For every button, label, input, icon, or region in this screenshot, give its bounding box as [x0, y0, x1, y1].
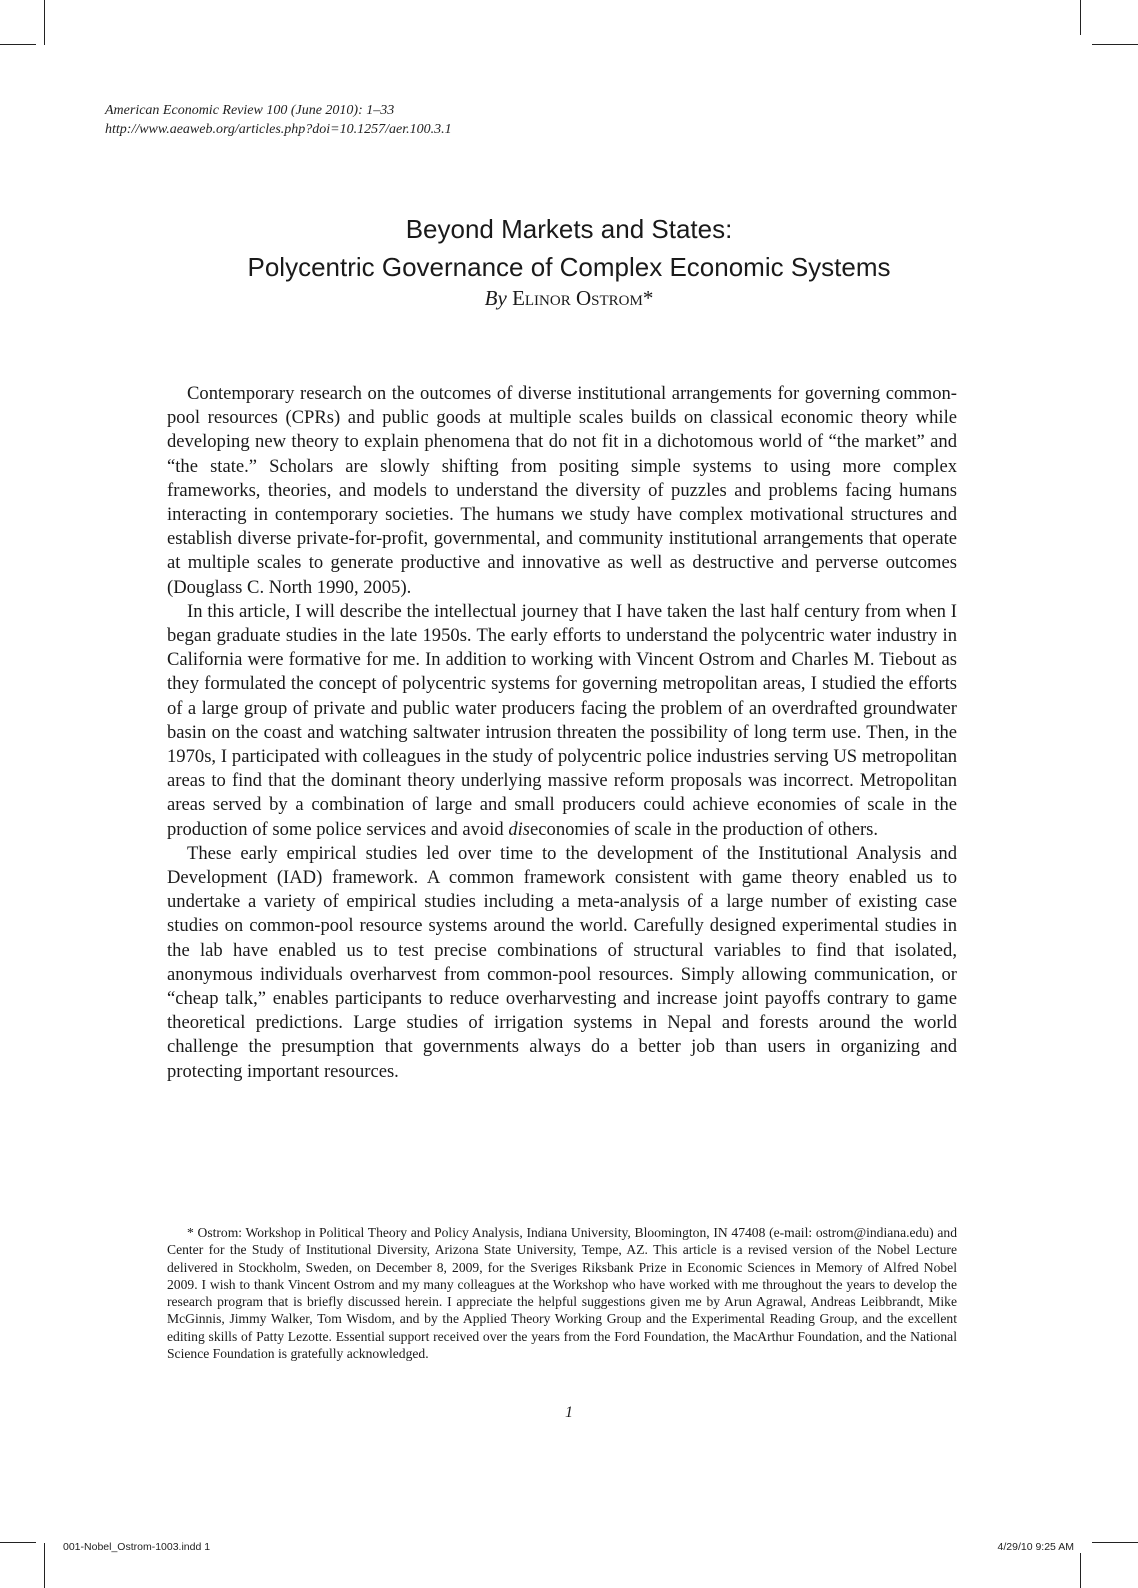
title-line-2: Polycentric Governance of Complex Economic Systems: [247, 252, 891, 282]
byline: [0, 284, 1138, 312]
body-paragraph-1: Contemporary research on the outcomes of diverse institutional arrangements for governing common-pool resources (CPRs) and public goods at multiple scales builds on classical economic theory while developing new theory to explain phenomena that do not fit in a dichotomous world of “the market” and “the state.” Scholars are slowly shifting from positing simple systems to using more complex frameworks, theories, and models to understand the diversity of puzzles and problems facing humans interacting in contemporary societies. The humans we study have complex motivational structures and establish diverse private-for-profit, governmental, and community institutional arrangements that operate at multiple scales to generate productive and innovative as well as destructive and perverse outcomes (Douglass C. North 1990, 2005).: [167, 383, 957, 598]
crop-mark-top-right-horizontal: [1092, 44, 1138, 45]
crop-mark-top-left-vertical: [44, 0, 45, 45]
crop-mark-top-right-vertical: [1080, 0, 1081, 35]
body-paragraph-2-tail: economies of scale in the production of others.: [530, 818, 879, 840]
crop-mark-bottom-right-vertical: [1080, 1553, 1081, 1588]
article-title: [0, 210, 1138, 286]
body-paragraph-2-main: In this article, I will describe the intellectual journey that I have taken the last half century from when I began graduate studies in the late 1950s. The early efforts to understand the polycentric water industry in California were formative for me. In addition to working with Vincent Ostrom and Charles M. Tiebout as they formulated the concept of polycentric systems for governing metropolitan areas, I studied the efforts of a large group of private and public water producers facing the problem of an overdrafted groundwater basin on the coast and watching saltwater intrusion threaten the possibility of long term use. Then, in the 1970s, I participated with colleagues in the study of polycentric police industries serving US metropolitan areas to find that the dominant theory underlying massive reform proposals was incorrect. Metropolitan areas served by a combination of large and small producers could achieve economies of scale in the production of some police services and avoid: [167, 600, 957, 840]
print-slug-timestamp: 4/29/10 9:25 AM: [997, 1541, 1074, 1553]
page-number: 1: [565, 1404, 573, 1421]
journal-citation: American Economic Review 100 (June 2010): 1–33: [105, 103, 395, 118]
article-body: [167, 382, 957, 1084]
body-paragraph-3: These early empirical studies led over time to the development of the Institutional Analysis and Development (IAD) framework. A common framework consistent with game theory enabled us to undertake a variety of empirical studies including a meta-analysis of a large number of existing case studies on common-pool resource systems around the world. Carefully designed experimental studies in the lab have enabled us to test precise combinations of structural variables to find that isolated, anonymous individuals overharvest from common-pool resources. Simply allowing communication, or “cheap talk,” enables participants to reduce overharvesting and increase joint payoffs contrary to game theoretical predictions. Large studies of irrigation systems in Nepal and forests around the world challenge the presumption that governments always do a better job than users in organizing and protecting important resources.: [167, 842, 957, 1082]
author-name: Elinor Ostrom*: [512, 286, 654, 310]
crop-mark-top-left-horizontal: [0, 44, 36, 45]
body-paragraph-2: [167, 600, 957, 842]
crop-mark-bottom-left-vertical: [44, 1543, 45, 1588]
footnote-text: * Ostrom: Workshop in Political Theory and Policy Analysis, Indiana University, Bloomington, IN 47408 (e-mail: ostrom@indiana.edu) and Center for the Study of Institutional Diversity, Arizona State University, Tempe, AZ. This article is a revised version of the Nobel Lecture delivered in Stockholm, Sweden, on December 8, 2009, for the Sveriges Riksbank Prize in Economic Sciences in Memory of Alfred Nobel 2009. I wish to thank Vincent Ostrom and my many colleagues at the Workshop who have worked with me throughout the years to develop the research program that is briefly discussed herein. I appreciate the helpful suggestions given me by Arun Agrawal, Andreas Leibbrandt, Mike McGinnis, Jimmy Walker, Tom Wisdom, and by the Applied Theory Working Group and the Experimental Reading Group, and the excellent editing skills of Patty Lezotte. Essential support received over the years from the Ford Foundation, the MacArthur Foundation, and the National Science Foundation is gratefully acknowledged.: [167, 1225, 957, 1362]
article-url: http://www.aeaweb.org/articles.php?doi=10.1257/aer.100.3.1: [105, 122, 452, 137]
crop-mark-bottom-right-horizontal: [1092, 1542, 1138, 1543]
crop-mark-bottom-left-horizontal: [0, 1542, 36, 1543]
title-line-1: Beyond Markets and States:: [405, 214, 733, 244]
journal-header: [105, 101, 452, 139]
author-footnote: [167, 1224, 957, 1362]
body-paragraph-2-italic: dis: [508, 818, 531, 840]
byline-prefix: By: [484, 286, 507, 310]
print-slug-filename: 001-Nobel_Ostrom-1003.indd 1: [63, 1541, 211, 1553]
